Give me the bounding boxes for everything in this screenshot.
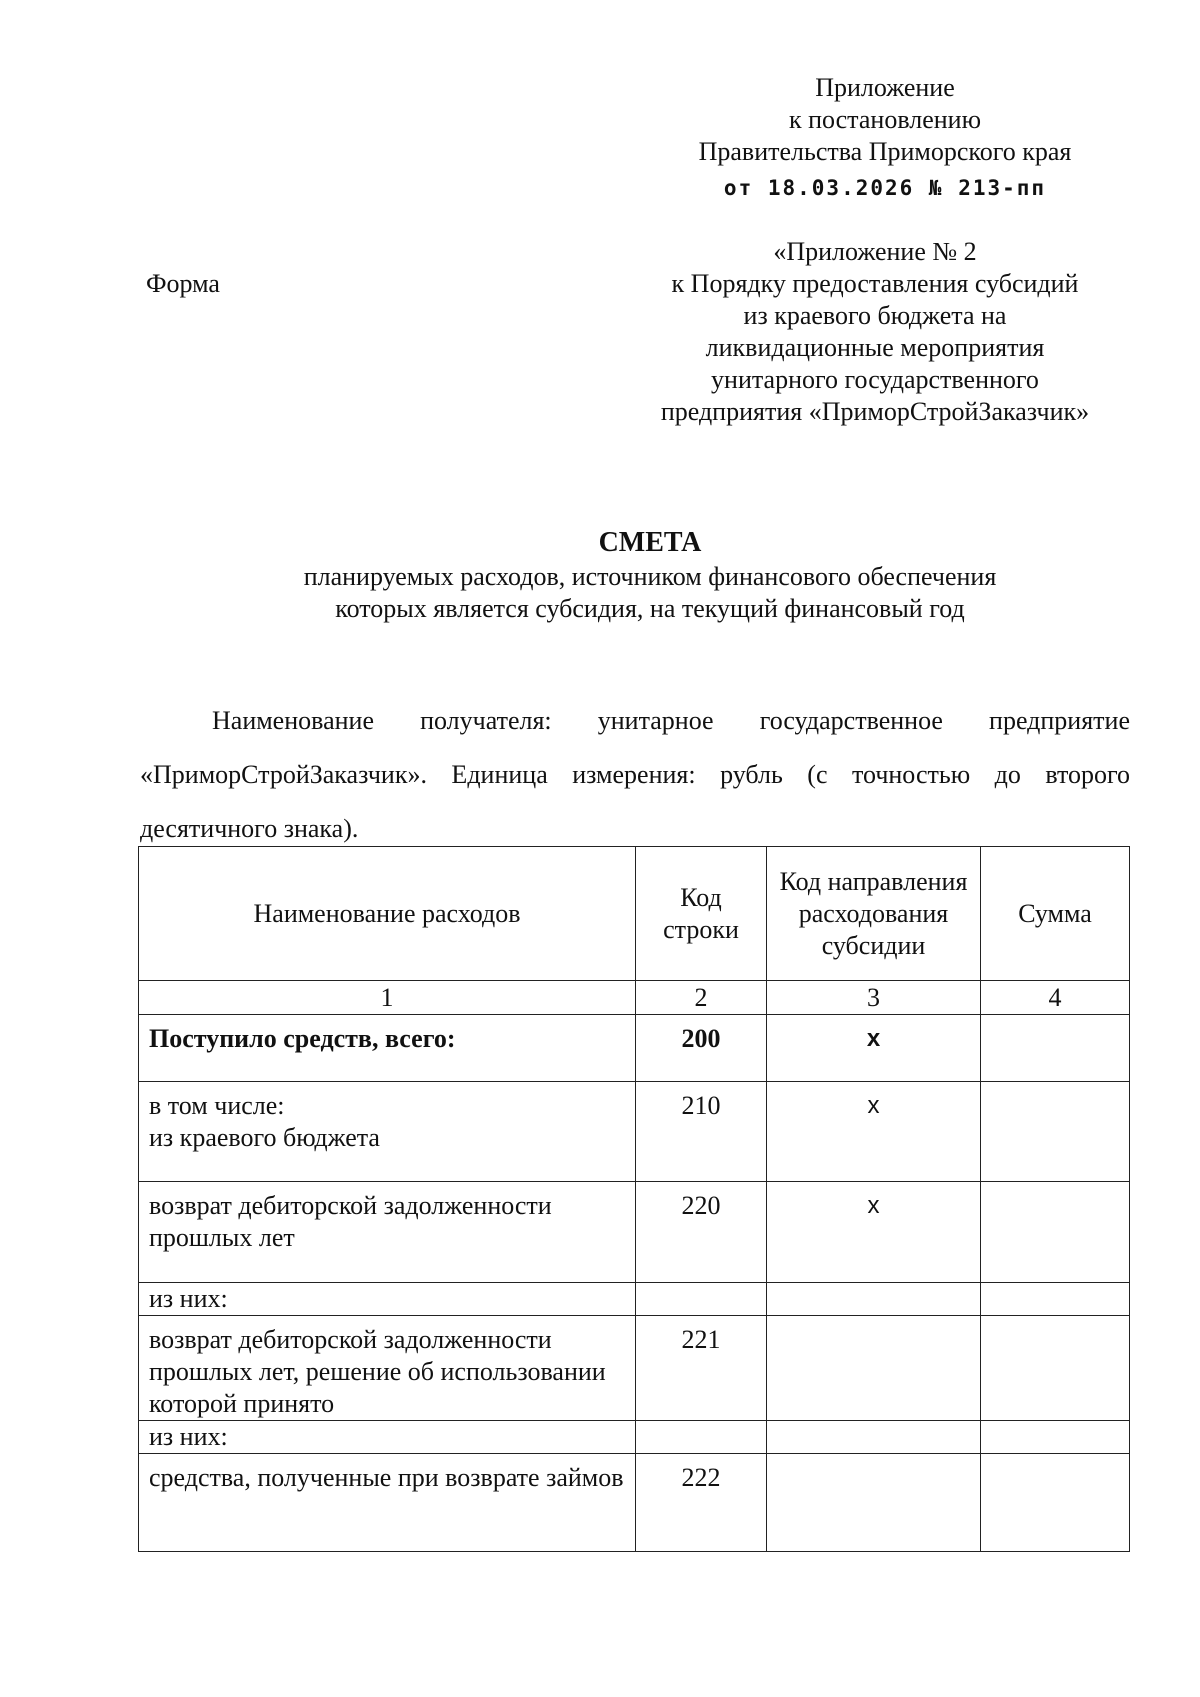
appendix-2-line-2: к Порядку предоставления субсидий [671, 269, 1079, 298]
column-number-row [139, 981, 1130, 1015]
appendix-2-line-4: ликвидационные мероприятия [705, 333, 1045, 362]
row-name: в том числе: из краевого бюджета [139, 1082, 636, 1182]
row-sum [981, 1182, 1130, 1283]
table-row [139, 1015, 1130, 1082]
title-sub-1: планируемых расходов, источником финансового обеспечения [303, 562, 997, 591]
row-code [636, 1283, 767, 1316]
appendix-2-line-6: предприятия «ПриморСтройЗаказчик» [660, 397, 1090, 426]
row-direction [767, 1316, 981, 1421]
row-code [636, 1421, 767, 1454]
col-number: 1 [139, 981, 636, 1015]
header-expense-name: Наименование расходов [139, 847, 636, 981]
appendix-2-line-1: «Приложение № 2 [773, 237, 977, 266]
estimate-table [138, 846, 1130, 1552]
row-direction: x [767, 1082, 981, 1182]
intro-text: Наименование получателя: унитарное государственное предприятие «ПриморСтройЗаказчик». Единица измерения: рубль (с точностью до второго десятичного знака). [140, 706, 1130, 843]
row-direction: x [767, 1182, 981, 1283]
row-code: 200 [636, 1015, 767, 1082]
col-number: 2 [636, 981, 767, 1015]
row-direction [767, 1421, 981, 1454]
row-code: 222 [636, 1454, 767, 1552]
document-title [130, 527, 1170, 625]
row-name: возврат дебиторской задолженности прошлых лет [139, 1182, 636, 1283]
header-sum: Сумма [981, 847, 1130, 981]
row-code: 221 [636, 1316, 767, 1421]
row-name: Поступило средств, всего: [139, 1015, 636, 1082]
row-sum [981, 1283, 1130, 1316]
table-row [139, 1182, 1130, 1283]
col-number: 3 [767, 981, 981, 1015]
row-name: возврат дебиторской задолженности прошлых лет, решение об использовании которой принято [139, 1316, 636, 1421]
table-row [139, 1421, 1130, 1454]
appendix-header [670, 72, 1100, 204]
table-row [139, 1454, 1130, 1552]
table-row [139, 1082, 1130, 1182]
appendix-line-2: к постановлению [788, 105, 982, 134]
title-sub-2: которых является субсидия, на текущий финансовый год [335, 594, 965, 623]
row-direction [767, 1454, 981, 1552]
row-direction [767, 1283, 981, 1316]
appendix-2-header [630, 236, 1120, 428]
appendix-line-1: Приложение [815, 73, 955, 102]
table-row [139, 1316, 1130, 1421]
row-name: из них: [139, 1283, 636, 1316]
row-sum [981, 1454, 1130, 1552]
table-row [139, 1283, 1130, 1316]
row-direction: x [767, 1015, 981, 1082]
intro-paragraph [140, 694, 1130, 856]
row-name: средства, полученные при возврате займов [139, 1454, 636, 1552]
row-name: из них: [139, 1421, 636, 1454]
row-sum [981, 1082, 1130, 1182]
appendix-2-line-5: унитарного государственного [711, 365, 1039, 394]
header-direction-code: Код направления расходования субсидии [767, 847, 981, 981]
table-header-row [139, 847, 1130, 981]
appendix-2-line-3: из краевого бюджета на [743, 301, 1007, 330]
header-line-code: Код строки [636, 847, 767, 981]
row-sum [981, 1421, 1130, 1454]
row-sum [981, 1316, 1130, 1421]
form-label: Форма [146, 269, 220, 298]
resolution-date-number: от 18.03.2026 № 213-пп [723, 176, 1047, 200]
title-main: СМЕТА [598, 527, 702, 558]
appendix-line-3: Правительства Приморского края [698, 137, 1072, 166]
row-code: 210 [636, 1082, 767, 1182]
row-code: 220 [636, 1182, 767, 1283]
row-sum [981, 1015, 1130, 1082]
col-number: 4 [981, 981, 1130, 1015]
